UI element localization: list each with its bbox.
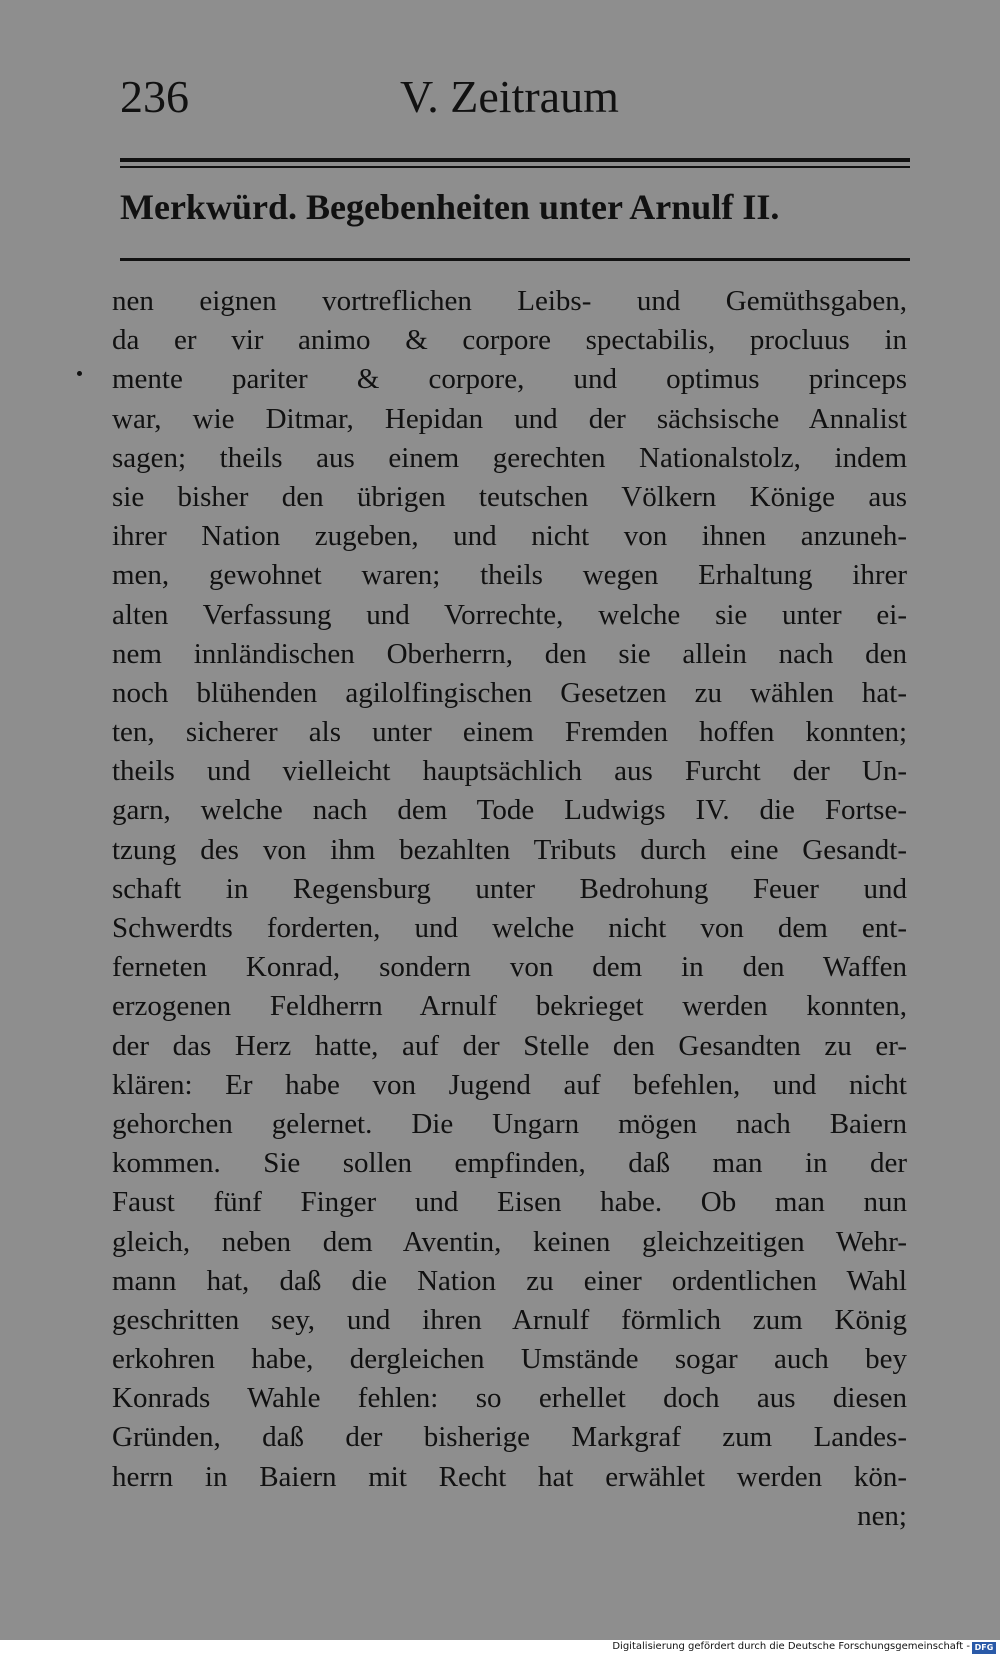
section-heading: Merkwürd. Begebenheiten unter Arnulf II. xyxy=(120,187,780,227)
text-line: nen eignen vortreflichen Leibs- und Gemüthsgaben, xyxy=(112,285,907,317)
text-line: noch blühenden agilolfingischen Gesetzen zu wählen hat- xyxy=(112,676,907,709)
text-line: Konrads Wahle fehlen: so erhellet doch aus diesen xyxy=(112,1382,907,1415)
body-text xyxy=(112,282,907,1536)
text-line: ferneten Konrad, sondern von dem in den Waffen xyxy=(112,951,907,984)
text-line: Schwerdts forderten, und welche nicht von dem ent- xyxy=(112,912,907,944)
text-line: geschritten sey, und ihren Arnulf förmlich zum König xyxy=(112,1303,907,1336)
dfg-logo: DFG xyxy=(972,1642,996,1654)
text-line: ihrer Nation zugeben, und nicht von ihnen anzuneh- xyxy=(112,520,907,553)
text-line: klären: Er habe von Jugend auf befehlen, und nicht xyxy=(112,1068,907,1101)
text-line: gehorchen gelernet. Die Ungarn mögen nach Baiern xyxy=(112,1107,907,1140)
running-title: V. Zeitraum xyxy=(400,71,619,122)
header-rule xyxy=(120,158,910,162)
text-line: mente pariter & corpore, und optimus princeps xyxy=(112,363,907,396)
heading-rule xyxy=(120,258,910,261)
footer-credit: Digitalisierung gefördert durch die Deutsche Forschungsgemeinschaft - xyxy=(612,1641,970,1652)
text-line: garn, welche nach dem Tode Ludwigs IV. die Fortse- xyxy=(112,794,907,827)
text-line: alten Verfassung und Vorrechte, welche sie unter ei- xyxy=(112,598,907,631)
catchword: nen; xyxy=(857,1499,907,1532)
text-line: kommen. Sie sollen empfinden, daß man in der xyxy=(112,1147,907,1180)
text-line: ten, sicherer als unter einem Fremden hoffen konnten; xyxy=(112,716,907,749)
text-line: war, wie Ditmar, Hepidan und der sächsische Annalist xyxy=(112,402,907,435)
text-line: mann hat, daß die Nation zu einer ordentlichen Wahl xyxy=(112,1264,907,1297)
margin-mark xyxy=(77,371,82,376)
page-header xyxy=(120,70,910,140)
text-line: Faust fünf Finger und Eisen habe. Ob man nun xyxy=(112,1186,907,1219)
text-line: nem innländischen Oberherrn, den sie allein nach den xyxy=(112,637,907,670)
text-line: da er vir animo & corpore spectabilis, procluus in xyxy=(112,324,907,357)
text-line: tzung des von ihm bezahlten Tributs durch eine Gesandt- xyxy=(112,833,907,866)
text-line: men, gewohnet waren; theils wegen Erhaltung ihrer xyxy=(112,559,907,592)
text-line: erkohren habe, dergleichen Umstände sogar auch bey xyxy=(112,1343,907,1376)
page-number: 236 xyxy=(120,71,189,122)
text-line: Gründen, daß der bisherige Markgraf zum Landes- xyxy=(112,1421,907,1454)
text-line: sie bisher den übrigen teutschen Völkern Könige aus xyxy=(112,480,907,513)
text-line: schaft in Regensburg unter Bedrohung Feuer und xyxy=(112,872,907,905)
text-line: theils und vielleicht hauptsächlich aus Furcht der Un- xyxy=(112,755,907,788)
text-line: der das Herz hatte, auf der Stelle den Gesandten zu er- xyxy=(112,1029,907,1062)
text-line: erzogenen Feldherrn Arnulf bekrieget werden konnten, xyxy=(112,990,907,1023)
text-line: gleich, neben dem Aventin, keinen gleichzeitigen Wehr- xyxy=(112,1225,907,1258)
text-line: herrn in Baiern mit Recht hat erwählet werden kön- xyxy=(112,1460,907,1493)
header-rule-thin xyxy=(120,166,910,168)
text-line: sagen; theils aus einem gerechten Nationalstolz, indem xyxy=(112,441,907,474)
